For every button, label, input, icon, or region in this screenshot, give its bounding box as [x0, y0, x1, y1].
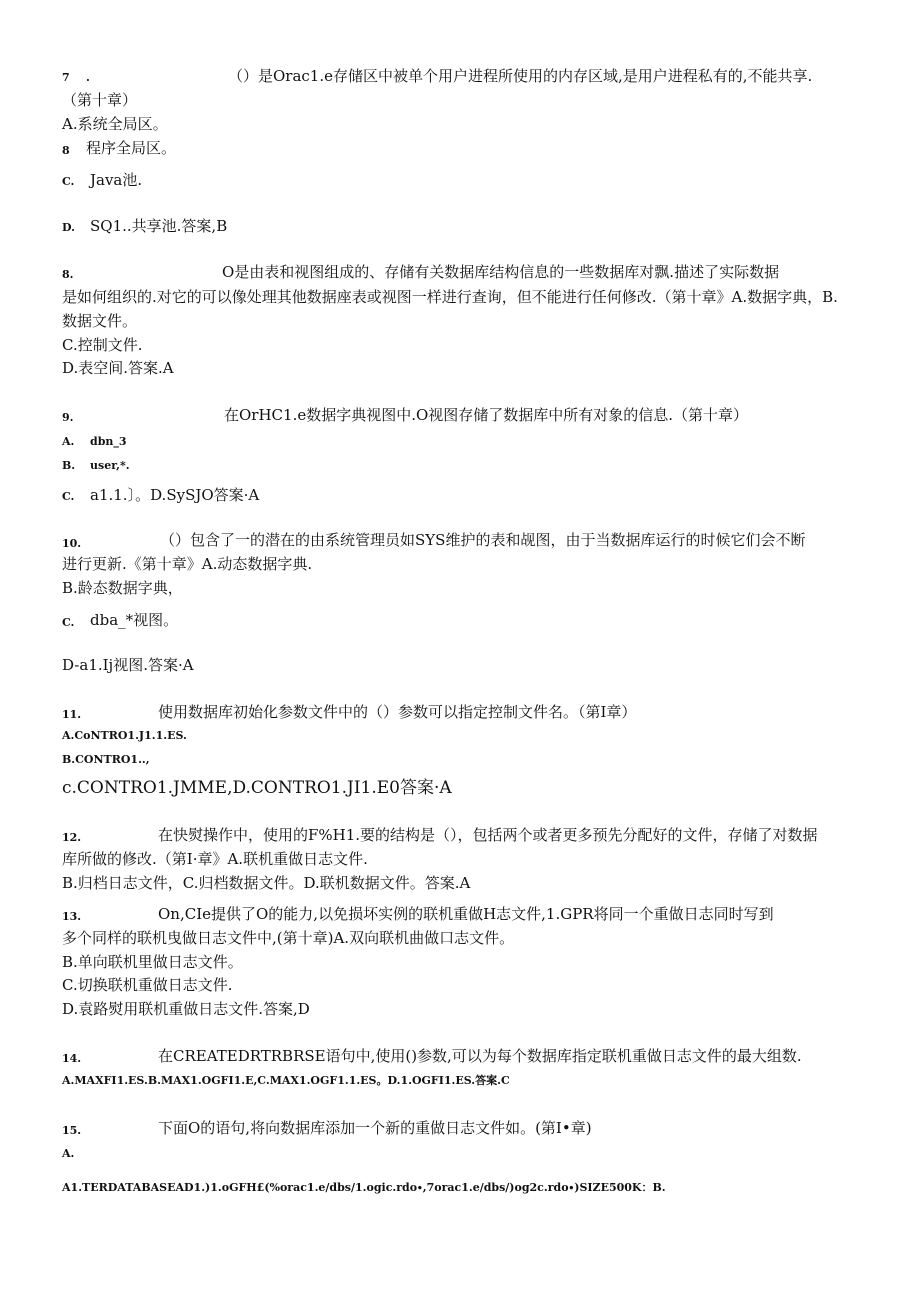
q8-stem-line3: 数据文件。	[62, 312, 138, 330]
q15-option-a-label: A.	[62, 1147, 75, 1160]
q7-option-b: 程序全局区。	[86, 139, 177, 157]
q7-option-b-number: 8	[62, 144, 70, 157]
q14-options-answer: A.MAXFI1.ES.B.MAX1.OGFI1.E,C.MAX1.OGF1.1.ES。D.1.OGFI1.ES.答案.C	[62, 1074, 510, 1087]
q7-option-d-label: D.	[62, 221, 75, 234]
q7-option-c-label: C.	[62, 175, 75, 188]
q14-stem: 在CREATEDRTRBRSE语句中,使用()参数,可以为每个数据库指定联机重做日志文件的最大组数.	[158, 1047, 802, 1065]
q8-option-d-answer: D.表空间.答案.A	[62, 359, 174, 377]
q7-number: 7	[62, 71, 70, 84]
q9-number: 9.	[62, 411, 74, 424]
q15-option-a-code: A1.TERDATABASEAD1.)1.oGFH£(%orac1.e/dbs/1.ogic.rdo∙,7orac1.e/dbs/)og2c.rdo∙)SIZE500K：B.	[62, 1181, 666, 1194]
q12-options-answer: B.归档日志文件，C.归档数据文件。D.联机数据文件。答案.A	[62, 874, 471, 892]
q13-stem: On,CIe提供了O的能力,以免损坏实例的联机重做H志文件,1.GPR将同一个重做日志同时写到	[158, 905, 774, 923]
q7-stem: （）是Orac1.e存储区中被单个用户进程所使用的内存区域,是用户进程私有的,不能共享.	[228, 67, 813, 85]
q7-option-a: A.系统全局区。	[62, 115, 168, 133]
q9-option-b: user,*.	[90, 459, 130, 472]
q9-option-a: dbn_3	[90, 435, 127, 448]
q10-stem: （）包含了一的潜在的由系统管理员如SYS维护的表和觇图，由于当数据库运行的时候它们会不断	[160, 531, 806, 549]
q12-stem-line2: 库所做的修改.（第I·章》A.联机重做日志文件.	[62, 850, 368, 868]
q10-option-c-label: C.	[62, 616, 75, 629]
q11-option-a: A.CoNTRO1.J1.1.ES.	[62, 729, 187, 742]
q10-option-b: B.龄态数据字典，	[62, 579, 183, 597]
q14-number: 14.	[62, 1052, 82, 1065]
q7-dot: .	[86, 71, 90, 84]
q11-stem: 使用数据库初始化参数文件中的（）参数可以指定控制文件名。（第I章）	[158, 703, 637, 721]
q9-option-c-answer: a1.1.〕。D.SySJO答案·A	[90, 486, 260, 504]
q9-stem: 在OrHC1.e数据字典视图中.O视图存储了数据库中所有对象的信息.（第十章）	[224, 406, 749, 424]
q15-stem: 下面O的语句,将向数据库添加一个新的重做日志文件如。(第I•章)	[158, 1119, 592, 1137]
q7-option-d-answer: SQ1..共享池.答案,B	[90, 217, 228, 235]
q11-options-c-d-answer: c.CONTRO1.JMME,D.CONTRO1.JI1.E0答案·A	[62, 778, 452, 798]
q7-option-c: Java池.	[90, 171, 143, 189]
q9-option-c-label: C.	[62, 490, 75, 503]
q10-option-c: dba_*视图。	[90, 611, 179, 629]
q7-chapter: （第十章）	[62, 91, 138, 109]
q11-number: 11.	[62, 708, 82, 721]
q9-option-a-label: A.	[62, 435, 75, 448]
q10-stem-line2: 进行更新.《第十章》A.动态数据字典.	[62, 555, 313, 573]
q12-number: 12.	[62, 831, 82, 844]
q11-option-b: B.CONTRO1..,	[62, 753, 150, 766]
q8-number: 8.	[62, 268, 74, 281]
q13-option-c: C.切换联机重做日志文件.	[62, 976, 233, 994]
q15-number: 15.	[62, 1124, 82, 1137]
q8-stem-line2: 是如何组织的.对它的可以像处理其他数据座表或视图一样进行查询，但不能进行任何修改.（第十章》A.数据字典，B.	[62, 288, 838, 306]
q13-stem-line2: 多个同样的联机曳做日志文件中,(第十章)A.双向联机曲做口志文件。	[62, 929, 515, 947]
q13-number: 13.	[62, 910, 82, 923]
q8-option-c: C.控制文件.	[62, 336, 143, 354]
q9-option-b-label: B.	[62, 459, 76, 472]
q8-stem: O是由表和视图组成的、存储有关数据库结构信息的一些数据库对飘.描述了实际数据	[222, 263, 780, 281]
q10-number: 10.	[62, 537, 82, 550]
q12-stem: 在快熨操作中，使用的F%H1.要的结构是（），包括两个或者更多预先分配好的文件，存储了对数据	[158, 826, 818, 844]
q13-option-d-answer: D.袁路熨用联机重做日志文件.答案,D	[62, 1000, 310, 1018]
q10-option-d-answer: D-a1.Ij视图.答案·A	[62, 656, 194, 674]
q13-option-b: B.单向联机里做日志文件。	[62, 953, 243, 971]
